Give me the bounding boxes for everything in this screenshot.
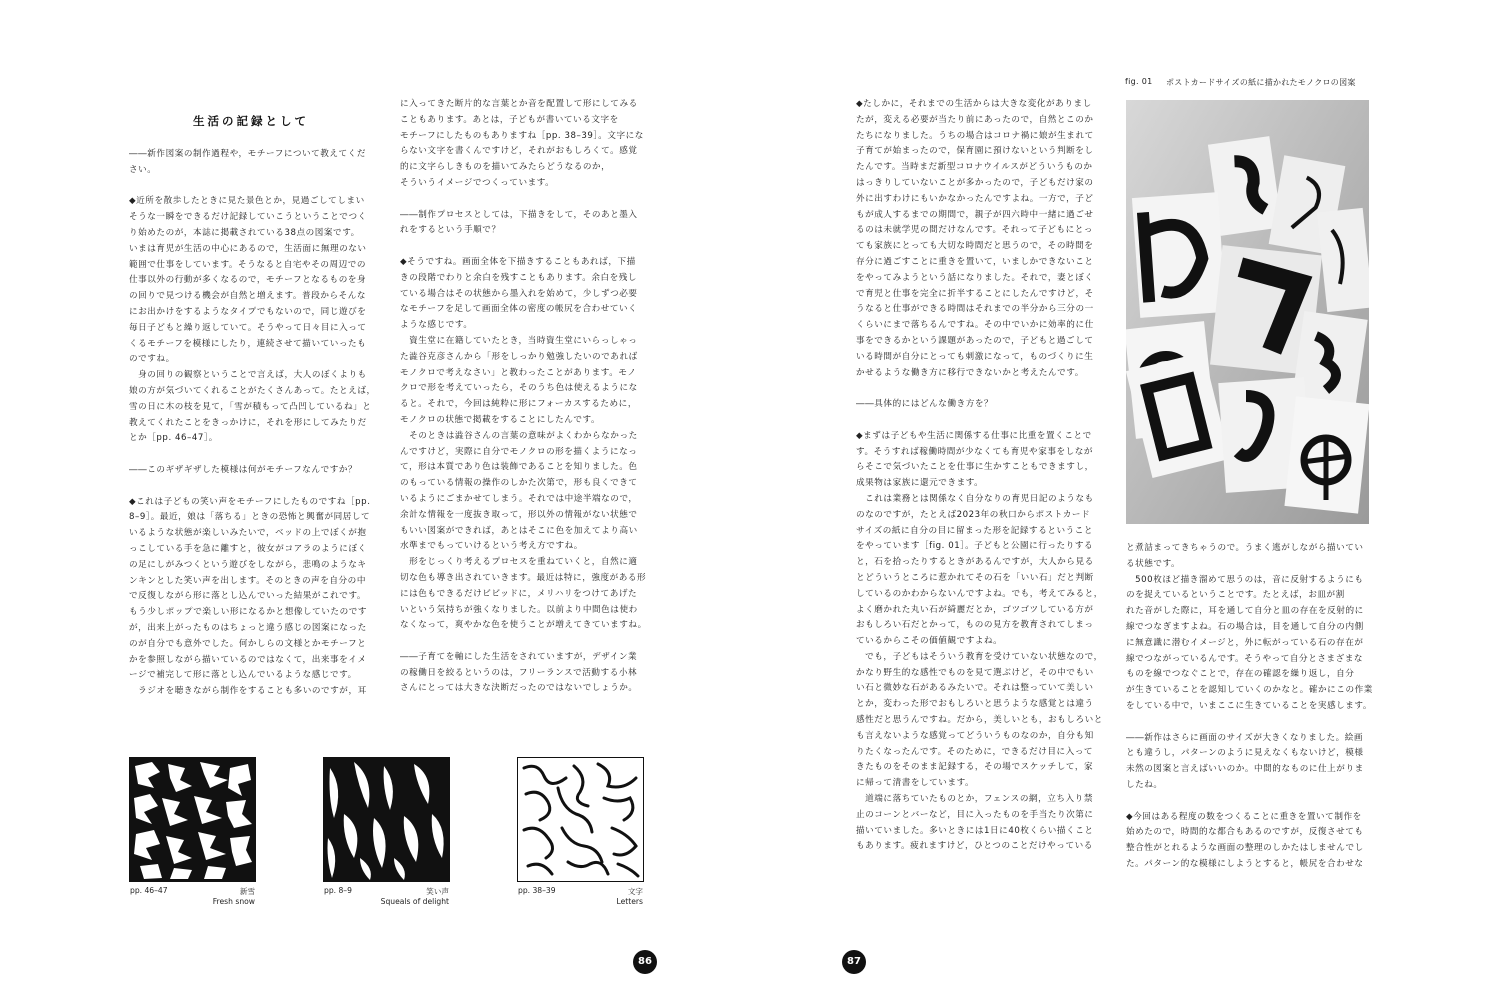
text-line: ラジオを聴きながら制作をすることも多いのですが，耳	[129, 686, 367, 697]
text-line: 水準までもっていけるという考え方ですね。	[400, 541, 583, 552]
text-line: ――新作はさらに画面のサイズが大きくなりました。絵画	[1126, 732, 1364, 743]
text-line: おもしろい石だとかって，ものの見方を教育されてしまっ	[856, 620, 1094, 631]
pattern-squeals-of-delight	[323, 757, 450, 882]
text-line: り始めたのが，本誌に掲載されている38点の図案です。	[129, 227, 360, 238]
text-line: 教えてくれたことをきっかけに，それを形にしてみたりだ	[129, 417, 367, 428]
text-line	[856, 413, 1106, 429]
text-line: ◆そうですね。画面全体を下描きすることもあれば，下描	[400, 256, 636, 267]
text-line: た澁谷克彦さんから「形をしっかり勉強したいのであれば	[400, 351, 638, 362]
text-line: きの段階でわりと余白を残すこともあります。余白を残し	[400, 272, 638, 283]
text-line: をやっています［fig. 01］。子どもと公園に行ったりする	[856, 541, 1094, 552]
text-line: んですけど，実際に自分でモノクロの形を描くようになっ	[400, 446, 638, 457]
text-line	[400, 239, 648, 255]
text-line: ものを線でつなぐことで，存在の確認を繰り返し，自分	[1126, 669, 1355, 680]
text-line: が生きていることを認知していくのかなと。確かにこの作業	[1126, 685, 1373, 696]
text-line: くるモチーフを模様にしたり，連続させて描いていったも	[129, 338, 367, 349]
text-line: 身の回りの観察ということで言えば，大人のぼくよりも	[129, 370, 367, 381]
text-line: の回りで見つける機会が自然と増えます。普段からそんな	[129, 291, 367, 302]
right-column-1	[856, 97, 1106, 855]
text-line: ると。それで，今回は純粋に形にフォーカスするために，	[400, 399, 637, 410]
text-line: 切な色も導き出されていきます。最近は特に，強度がある形	[400, 572, 647, 583]
text-line: 8–9］。最近，娘は「落ちる」ときの恐怖と興奮が同居して	[129, 512, 371, 523]
text-line: 毎日子どもと繰り返していて。そうやって日々目に入って	[129, 322, 367, 333]
text-line: もが成人するまでの期間で，親子が四六時中一緒に過ごせ	[856, 209, 1094, 220]
text-line: 線でつながっているんです。そうやって自分とさまざまな	[1126, 653, 1364, 664]
text-line: 子育てが始まったので，保育園に預けないという判断をし	[856, 146, 1094, 157]
text-line	[1126, 794, 1376, 810]
figure-caption: ポストカードサイズの紙に描かれたモノクロの図案	[1166, 78, 1356, 87]
text-line	[400, 634, 648, 650]
text-line: ◆今回はある程度の数をつくることに重きを置いて制作を	[1126, 811, 1362, 822]
text-line: ◆これは子どもの笑い声をモチーフにしたものですね［pp.	[129, 496, 371, 507]
text-line: と，石を拾ったりするときがあるんですが，大人から見る	[856, 557, 1094, 568]
figure-caption-pages: pp. 46–47	[130, 886, 168, 895]
right-column-2	[1126, 541, 1376, 873]
text-line: 外に出すわけにもいかなかったんですよね。一方で，子ど	[856, 193, 1094, 204]
text-line: をしている中で，いまここに生きていることを実感します。	[1126, 700, 1373, 711]
text-line: ンキンとした笑い声を出します。そのときの声を自分の中	[129, 575, 366, 586]
text-line: もう少しポップで楽しい形になるかと想像していたのです	[129, 607, 367, 618]
text-line	[400, 192, 648, 208]
figure-caption-title-ja: 文字	[627, 887, 643, 896]
text-line: よく磨かれた丸い石が綺麗だとか，ゴツゴツしている方が	[856, 604, 1094, 615]
text-line: に入ってきた断片的な言葉とか音を配置して形にしてみる	[400, 99, 638, 109]
text-line: きたものをそのまま記録する，その場でスケッチして，家	[856, 762, 1094, 773]
text-line	[1126, 715, 1376, 731]
text-line: 存分に過ごすことに重きを置いて，いましかできないこと	[856, 256, 1094, 267]
text-line: の稼働日を絞るというのは，フリーランスで活動する小林	[400, 667, 638, 678]
text-line	[129, 447, 377, 463]
text-line: のなのですが，たとえば2023年の秋口からポストカード	[856, 509, 1091, 520]
text-line: 成果物は家族に還元できます。	[856, 478, 984, 489]
text-line: とか，変わった形でおもしろいと思うような感覚とは違う	[856, 699, 1094, 710]
text-line: ても家族にとっても大切な時間だと思うので，その時間を	[856, 241, 1094, 252]
text-line: とどういうところに惹かれてその石を「いい石」だと判断	[856, 572, 1094, 583]
text-line: これは業務とは関係なく自分なりの育児日記のようなも	[856, 493, 1094, 504]
text-line: しているのかわからないんですよね。でも，考えてみると，	[856, 588, 1103, 599]
text-line: 道端に落ちていたものとか，フェンスの網，立ち入り禁	[856, 794, 1093, 805]
text-line: 雪の日に木の枝を見て，「雪が積もって凸凹しているね」と	[129, 401, 372, 412]
text-line: いまは育児が生活の中心にあるので，生活面に無理のない	[129, 243, 367, 254]
text-line: 娘の方が気づいてくれることがたくさんあって。たとえば，	[129, 385, 376, 396]
text-line: いという気持ちが強くなりました。以前より中間色は使わ	[400, 604, 638, 615]
postcard-photo	[1126, 100, 1369, 524]
text-line: こともあります。あとは，子どもが書いている文字を	[400, 114, 619, 125]
text-line: で反復しながら形に落とし込んでいった結果がこれです。	[129, 591, 367, 602]
text-line: クロで形を考えていったら，そのうち色は使えるようにな	[400, 383, 638, 394]
text-line: なモチーフを足して画面全体の密度の帳尻を合わせていく	[400, 304, 638, 315]
text-line: らそこで気づいたことを仕事に生かすこともできますし，	[856, 462, 1094, 473]
text-line: が，出来上がったものはちょっと違う感じの図案になった	[129, 622, 367, 633]
text-line: そういうイメージでつくっています。	[400, 177, 555, 188]
text-line: 未然の図案と言えばいいのか。中間的なものに仕上がりま	[1126, 764, 1364, 775]
text-line: モノクロで考えなさい」と教わったことがあります。モノ	[400, 367, 637, 378]
pattern-letters	[517, 757, 644, 882]
figure-caption-title-en: Squeals of delight	[380, 897, 449, 906]
text-line: い石と微妙な石があるみたいで。それは整っていて美しい	[856, 683, 1094, 694]
text-line: 線でつなぎますよね。石の場合は，目を通して自分の内側	[1126, 621, 1364, 632]
text-line: ――このギザギザした模様は何がモチーフなんですか？	[129, 464, 358, 475]
text-line: のが自分でも意外でした。何かしらの文様とかモチーフと	[129, 638, 367, 649]
left-column-1	[129, 147, 377, 700]
text-line: 形をじっくり考えるプロセスを重ねていくと，自然に適	[400, 557, 638, 568]
text-line: と煮詰まってきちゃうので。うまく逃がしながら描いてい	[1126, 543, 1364, 553]
text-line: たんです。当時まだ新型コロナウイルスがどういうものか	[856, 162, 1093, 173]
figure-label: fig. 01	[1125, 77, 1153, 86]
text-line: るのは未就学児の間だけなんです。それって子どもにとっ	[856, 225, 1093, 236]
text-line: もあります。疲れますけど，ひとつのことだけやっている	[856, 841, 1093, 852]
text-line: くらいにまで落ちるんですね。その中でいかに効率的に仕	[856, 320, 1094, 331]
page-number-left: 86	[633, 950, 657, 974]
text-line: に帰って清書をしています。	[856, 778, 975, 789]
text-line: 500枚ほど描き溜めて思うのは，音に反射するようにも	[1126, 574, 1364, 585]
text-line: うなると仕事ができる時間はそれまでの半分から三分の一	[856, 304, 1094, 315]
figure-caption-title-ja: 新雪	[239, 887, 255, 896]
text-line: た。パターン的な模様にしようとすると，帳尻を合わせな	[1126, 858, 1364, 869]
text-line: の足にしがみつくという遊びをしながら，悲鳴のようなキ	[129, 559, 367, 570]
text-line: とも違うし，パターンのように見えなくもないけど，模様	[1126, 748, 1364, 759]
text-line: 感性だと思うんですね。だから，美しいとも，おもしろいと	[856, 715, 1103, 726]
text-line: ――制作プロセスとしては，下描きをして，そのあと墨入	[400, 209, 638, 220]
text-line: モチーフにしたものもありますね［pp. 38–39］。文字にな	[400, 130, 644, 141]
text-line: のを捉えているということです。たとえば，お皿が割	[1126, 590, 1345, 601]
text-line: さんにとっては大きな決断だったのではないでしょうか。	[400, 683, 638, 694]
figure-caption-title-ja: 笑い声	[426, 887, 449, 896]
text-line: ような感じです。	[400, 320, 473, 331]
text-line: したね。	[1126, 779, 1163, 790]
text-line: いるような状態が楽しいみたいで，ベッドの上でぼくが抱	[129, 528, 367, 539]
text-line: たが，変える必要が当たり前にあったので，自然とこのか	[856, 114, 1094, 125]
text-line: もいい図案ができれば，あとはそこに色を加えてより高い	[400, 525, 638, 536]
figure-caption-title-en: Letters	[616, 897, 643, 906]
text-line: 仕事以外の行動が多くなるので，モチーフとなるものを身	[129, 275, 367, 286]
text-line: さい。	[129, 164, 157, 175]
page-number-right: 87	[842, 950, 866, 974]
text-line: 始めたので，時間的な都合もあるのですが，反復させても	[1126, 827, 1364, 838]
text-line: ――子育てを軸にした生活をされていますが，デザイン業	[400, 651, 638, 662]
text-line: にお出かけをするようなタイプでもないので，同じ遊びを	[129, 306, 367, 317]
text-line: をやってみようという話になりました。それで，妻とぼく	[856, 272, 1094, 283]
text-line: サイズの紙に自分の目に留まった形を記録するということ	[856, 525, 1094, 536]
text-line: なくなって，爽やかな色を使うことが増えてきていますね。	[400, 620, 647, 631]
text-line: いる時間が自分にとっても刺激になって，ものづくりに生	[856, 351, 1094, 362]
text-line: そのときは澁谷さんの言葉の意味がよくわからなかった	[400, 430, 638, 441]
text-line: れをするという手順で？	[400, 225, 501, 236]
figure-caption-pages: pp. 8–9	[324, 886, 352, 895]
text-line: とか［pp. 46–47］。	[129, 433, 218, 444]
text-line: には色もできるだけビビッドに，メリハリをつけてあげた	[400, 588, 638, 599]
text-line: のですね。	[129, 354, 175, 365]
text-line: らない文字を書くんですけど，それがおもしろくて。感覚	[400, 146, 638, 157]
text-line: のもっている情報の操作のしかた次第で，形も良くできて	[400, 478, 638, 489]
figure-caption-title-en: Fresh snow	[212, 897, 255, 906]
pattern-fresh-snow	[129, 757, 256, 882]
text-line: りたくなったんです。そのために，できるだけ目に入って	[856, 746, 1094, 757]
text-line	[129, 179, 377, 195]
text-line: でも，子どもはそういう教育を受けていない状態なので，	[856, 651, 1103, 662]
text-line: そうな一瞬をできるだけ記録していこうということでつく	[129, 212, 367, 223]
text-line: に無意識に潜むイメージと，外に転がっている石の存在が	[1126, 637, 1364, 648]
text-line: かなり野生的な感性でものを見て選ぶけど，その中でもい	[856, 667, 1094, 678]
text-line: ◆まずは子どもや生活に関係する仕事に比重を置くことで	[856, 430, 1092, 441]
text-line: かを参照しながら描いているのではなくて，出来事をイメ	[129, 654, 367, 665]
text-line: 資生堂に在籍していたとき，当時資生堂にいらっしゃっ	[400, 335, 638, 346]
text-line: ージで補完して形に落とし込んでいるような感じです。	[129, 670, 357, 681]
text-line	[129, 479, 377, 495]
text-line: いるようにごまかせてしまう。それでは中途半端なので，	[400, 493, 638, 504]
text-line: 描いていました。多いときには1日に40枚くらい描くこと	[856, 825, 1094, 836]
text-line: 範囲で仕事をしています。そうなると自宅やその周辺での	[129, 259, 367, 270]
text-line: て，形は本質であり色は装飾であることを知りました。色	[400, 462, 638, 473]
text-line: れた音がした際に，耳を通して自分と皿の存在を反射的に	[1126, 606, 1364, 617]
text-line: 余計な情報を一度抜き取って，形以外の情報がない状態で	[400, 509, 638, 520]
text-line: で育児と仕事を完全に折半することにしたんですけど，そ	[856, 288, 1094, 299]
text-line: 整合性がとれるような画面の整理のしかたはしませんでし	[1126, 843, 1364, 854]
text-line: 事をできるかという課題があったので，子どもと過ごして	[856, 335, 1094, 346]
text-line: かせるような働き方に移行できないかと考えたんです。	[856, 367, 1084, 378]
text-line: モノクロの状態で掲載をすることにしたんです。	[400, 414, 601, 425]
text-line: たちになりました。うちの場合はコロナ禍に娘が生まれて	[856, 130, 1094, 141]
text-line: っこしている手を急に離すと，彼女がコアラのようにぼく	[129, 543, 367, 554]
text-line: ている場合はその状態から墨入れを始めて，少しずつ必要	[400, 288, 638, 299]
text-line: 的に文字らしきものを描いてみたらどうなるのか，	[400, 162, 611, 173]
left-column-2	[400, 97, 648, 697]
text-line: ◆近所を散歩したときに見た景色とか，見過ごしてしまい	[129, 196, 365, 207]
text-line: 止のコーンとバーなど，目に入ったものを手当たり次第に	[856, 809, 1094, 820]
text-line: す。そうすれば稼働時間が少なくても育児や家事をしなが	[856, 446, 1094, 457]
text-line: ているからこその価値観ですよね。	[856, 636, 1003, 647]
section-heading: 生活の記録として	[193, 114, 309, 128]
figure-caption-pages: pp. 38–39	[518, 886, 556, 895]
text-line: も言えないような感覚ってどういうものなのか，自分も知	[856, 730, 1094, 741]
text-line: はっきりしていないことが多かったので，子どもだけ家の	[856, 177, 1094, 188]
text-line: ――新作図案の制作過程や，モチーフについて教えてくだ	[129, 149, 366, 159]
text-line: ――具体的にはどんな働き方を？	[856, 399, 994, 410]
text-line: る状態です。	[1126, 558, 1181, 569]
text-line: ◆たしかに，それまでの生活からは大きな変化がありまし	[856, 99, 1092, 109]
text-line	[856, 381, 1106, 397]
